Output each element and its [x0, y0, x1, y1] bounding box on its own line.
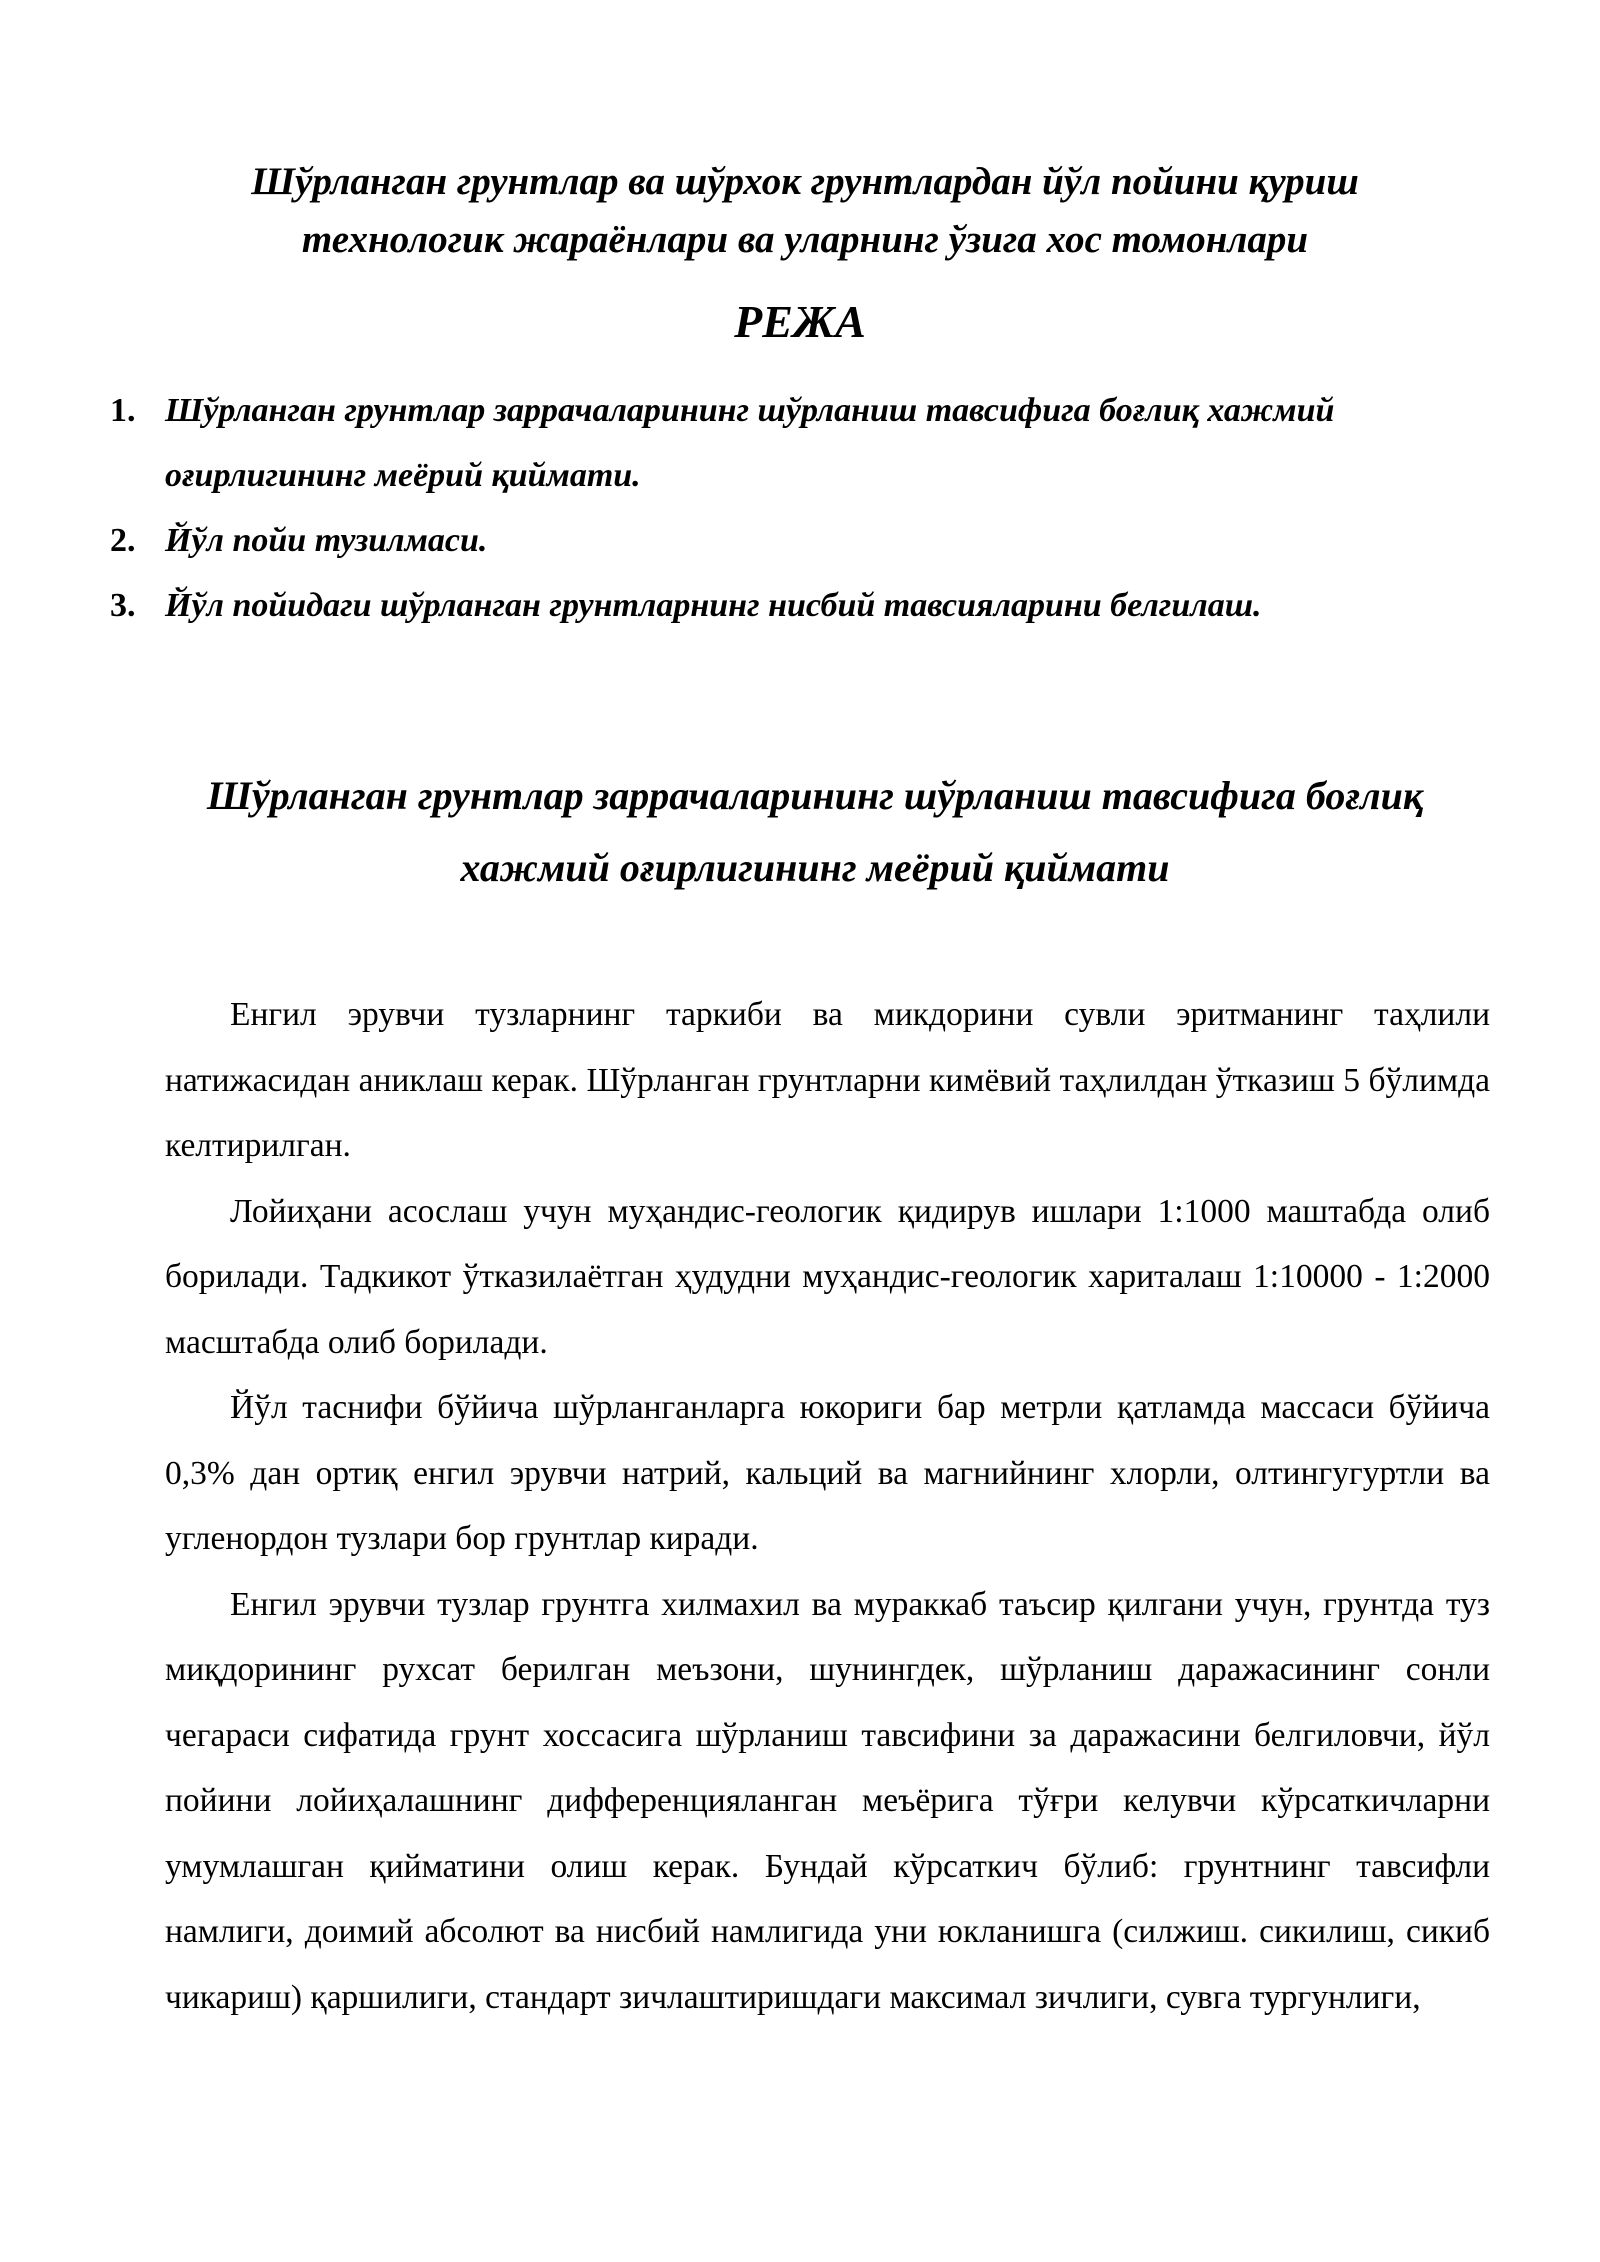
- body-text: [165, 982, 1490, 2030]
- plan-item-number: 1.: [110, 392, 136, 429]
- paragraph: Лойиҳани асослаш учун муҳандис-геологик қидирув ишлари 1:1000 маштабда олиб борилади. Тадкикот ўтказилаётган ҳудудни муҳандис-геологик хариталаш 1:10000 - 1:2000 масштабда олиб борилади.: [165, 1192, 1490, 1361]
- plan-item: [110, 508, 1510, 573]
- paragraph: Енгил эрувчи тузларнинг таркиби ва микдорини сувли эритманинг таҳлили натижасидан аниклаш керак. Шўрланган грунтларни кимёвий таҳлилдан ўтказиш 5 бўлимда келтирилган.: [165, 996, 1490, 1164]
- plan-heading: РЕЖА: [734, 296, 866, 347]
- plan-item: [110, 573, 1510, 638]
- plan-item-text: Йўл пойидаги шўрланган грунтларнинг нисбий тавсияларини белгилаш.: [165, 587, 1262, 624]
- section-title-line-2: хажмий оғирлигининг меёрий қиймати: [460, 845, 1170, 890]
- document-title: [160, 153, 1450, 269]
- plan-item-number: 2.: [110, 522, 136, 559]
- plan-item-text-line-2: оғирлигининг меёрий қиймати.: [165, 457, 641, 494]
- plan-item-text-line-1: Шўрланган грунтлар заррачаларининг шўрланиш тавсифига боғлиқ хажмий: [165, 392, 1335, 429]
- plan-item-text: Йўл пойи тузилмаси.: [165, 522, 488, 559]
- plan-item: [110, 378, 1510, 508]
- plan-item-number: 3.: [110, 587, 136, 624]
- document-title-line-2: технологик жараёнлари ва уларнинг ўзига хос томонлари: [301, 218, 1309, 261]
- paragraph: Йўл таснифи бўйича шўрланганларга юкориги бар метрли қатламда массаси бўйича 0,3% дан ортиқ енгил эрувчи натрий, кальций ва магнийнинг хлорли, олтингугуртли ва угленордон тузлари бор грунтлар киради.: [165, 1389, 1490, 1557]
- section-title-line-1: Шўрланган грунтлар заррачаларининг шўрланиш тавсифига боғлиқ: [206, 773, 1424, 818]
- plan-list: [110, 378, 1510, 638]
- paragraph: Енгил эрувчи тузлар грунтга хилмахил ва мураккаб таъсир қилгани учун, грунтда туз миқдорининг рухсат берилган меъзони, шунингдек, шўрланиш даражасининг сонли чегараси сифатида грунт хоссасига шўрланиш тавсифини за даражасини белгиловчи, йўл пойини лойиҳалашнинг дифференцияланган меъёрига тўғри келувчи кўрсаткичларни умумлашган қийматини олиш керак. Бундай кўрсаткич бўлиб: грунтнинг тавсифли намлиги, доимий абсолют ва нисбий намлигида уни юкланишга (силжиш. сикилиш, сикиб чикариш) қаршилиги, стандарт зичлаштиришдаги максимал зичлиги, сувга тургунлиги,: [165, 1585, 1490, 2016]
- section-title: [150, 760, 1480, 904]
- document-title-line-1: Шўрланган грунтлар ва шўрхок грунтлардан йўл пойини қуриш: [251, 160, 1359, 203]
